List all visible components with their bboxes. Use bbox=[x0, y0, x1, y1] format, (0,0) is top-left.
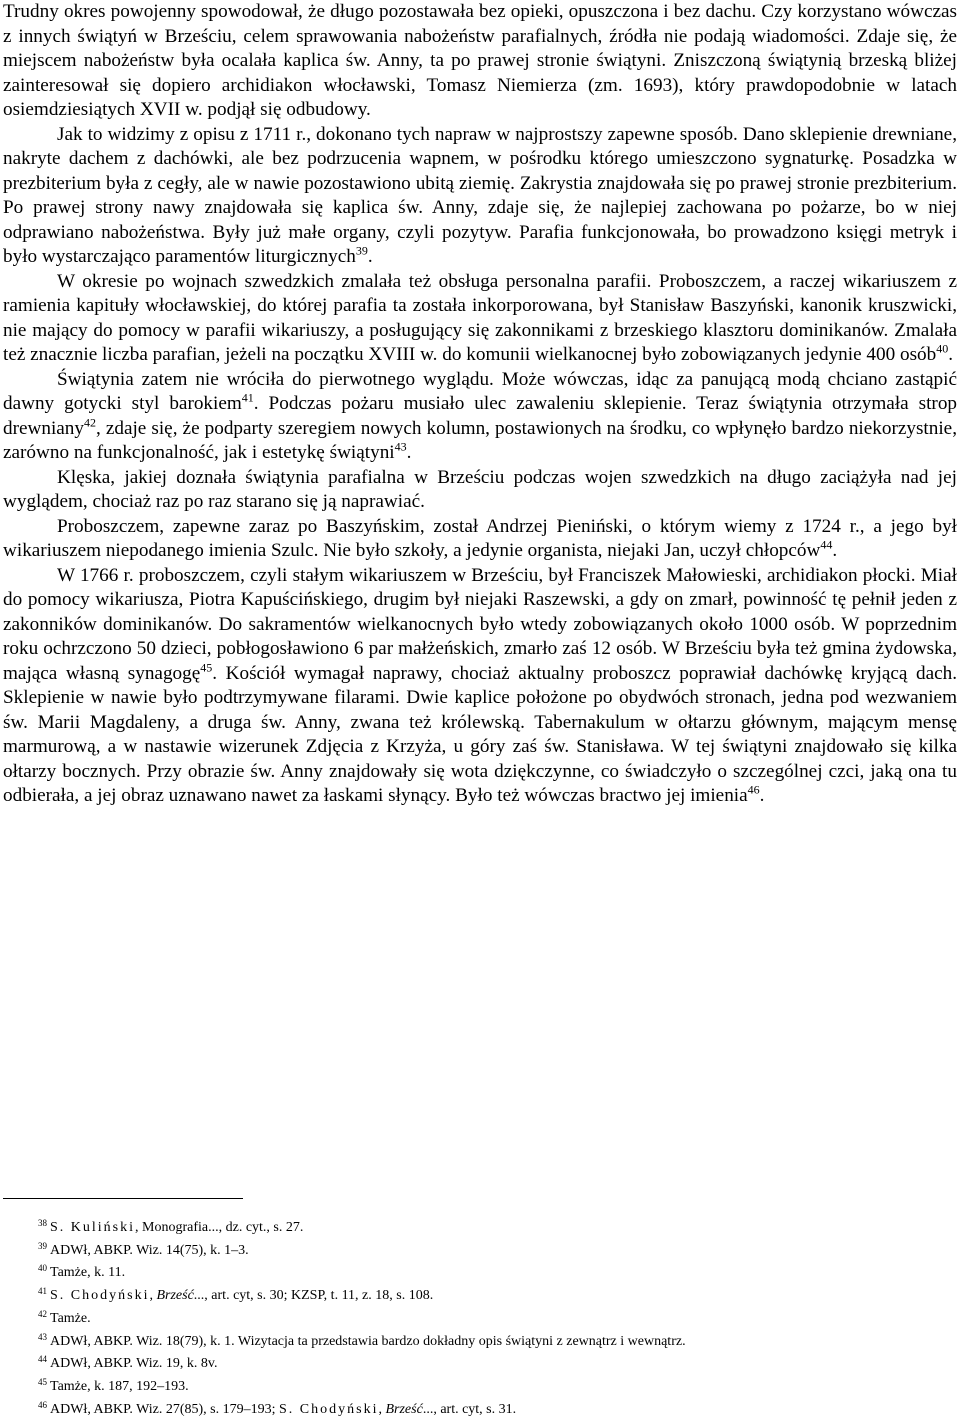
footnote-number: 39 bbox=[38, 1240, 47, 1251]
body-text bbox=[3, 0, 957, 809]
footnote bbox=[38, 1376, 938, 1399]
footnotes bbox=[38, 1217, 938, 1421]
paragraph-text: . bbox=[367, 246, 373, 267]
footnote-number: 40 bbox=[38, 1263, 47, 1274]
paragraph bbox=[3, 515, 957, 564]
paragraph-text: . bbox=[406, 442, 412, 463]
footnote bbox=[38, 1331, 938, 1354]
footnote-separator bbox=[3, 1198, 243, 1199]
footnote-text: ADWł, ABKP. Wiz. 19, k. 8v. bbox=[50, 1356, 218, 1372]
paragraph-text: . Kościół wymagał naprawy, chociaż aktualny proboszcz poprawiał dachówkę kryjącą dach. Sklepienie w nawie było podtrzymywane filarami. Dwie kaplice położone po obydwóch stronach, jedna pod wezwaniem św. Marii Magdaleny, a druga św. Anny, zwana też królewską. Tabernakulum w ołtarzu głównym, mającym mensę marmurową, a w nastawie wizerunek Zdjęcia z Krzyża, u góry zaś św. Stanisława. W tej świątyni znajdowało się kilka ołtarzy bocznych. Przy obrazie św. Anny znajdowały się wota dziękczynne, co świadczyło o szczególnej czci, jaką ona tu odbierała, a jej obraz uznawano nawet za łaskami słynący. Było też wówczas bractwo jej imienia bbox=[3, 662, 957, 806]
paragraph-text: . bbox=[759, 785, 765, 806]
footnote-text: Tamże, k. 11. bbox=[50, 1265, 126, 1281]
footnote-reference: 46 bbox=[747, 782, 760, 797]
footnote-number: 42 bbox=[38, 1308, 47, 1319]
footnote-title: Brześć bbox=[385, 1401, 423, 1417]
footnote-text: Tamże, k. 187, 192–193. bbox=[50, 1378, 189, 1394]
footnote-number: 44 bbox=[38, 1354, 47, 1365]
footnote-reference: 42 bbox=[84, 415, 96, 430]
footnote-text: Tamże. bbox=[50, 1310, 91, 1326]
paragraph-text: , zdaje się, że podparty szeregiem nowych kolumn, postawionych na środku, co wpłynęło bardzo niekorzystnie, zarówno na funkcjonalność, jak i estetykę świątyni bbox=[3, 417, 957, 463]
footnote-text: ..., art. cyt, s. 31. bbox=[422, 1401, 517, 1417]
footnote-title: Brześć bbox=[156, 1288, 194, 1304]
paragraph bbox=[3, 368, 957, 466]
footnote-text: ADWł, ABKP. Wiz. 18(79), k. 1. Wizytacja ta przedstawia bardzo dokładny opis świątyni z zewnątrz i wewnątrz. bbox=[50, 1333, 686, 1349]
paragraph-text: . bbox=[832, 540, 838, 561]
paragraph-text: Jak to widzimy z opisu z 1711 r., dokonano tych napraw w najprostszy zapewne sposób. Dano sklepienie drewniane, nakryte dachem z dachówki, ale bez podrzucenia wapnem, w pośrodku którego umieszczono sygnaturkę. Posadzka w prezbiterium była z cegły, ale w nawie pozostawiono ubitą ziemię. Zakrystia znajdowała się po prawej stronie prezbiterium. Po prawej strony nawy znajdowała się kaplica św. Anny, zdaje się, że najlepiej zachowana po pożarze, bo w niej odprawiano nabożeństwa. Były już małe organy, czyli pozytyw. Parafia funkcjonowała, bo prowadzono księgi metryk i było wystarczająco paramentów liturgicznych bbox=[3, 123, 957, 267]
footnote-number: 46 bbox=[38, 1399, 47, 1410]
footnote-reference: 43 bbox=[394, 439, 407, 454]
footnote-author: S. Kuliński bbox=[50, 1220, 136, 1235]
footnote-text: , bbox=[149, 1288, 157, 1304]
footnote bbox=[38, 1217, 938, 1240]
paragraph bbox=[3, 270, 957, 368]
paragraph bbox=[3, 466, 957, 515]
paragraph-text: Trudny okres powojenny spowodował, że długo pozostawała bez opieki, opuszczona i bez dachu. Czy korzystano wówczas z innych świątyń w Brześciu, celem sprawowania nabożeństw parafialnych, źródła nie podają wiadomości. Zdaje się, że miejscem nabożeństw była ocalała kaplica św. Anny, ta po prawej stronie świątyni. Zniszczoną świątynią brzeską bliżej zainteresował się dopiero archidiakon włocławski, Tomasz Niemierza (zm. 1693), który prawdopodobnie w latach osiemdziesiątych XVII w. podjął się odbudowy. bbox=[3, 1, 957, 120]
footnote bbox=[38, 1262, 938, 1285]
footnote bbox=[38, 1285, 938, 1308]
paragraph bbox=[3, 0, 957, 123]
footnote bbox=[38, 1399, 938, 1421]
footnote-text: , Monografia..., dz. cyt., s. 27. bbox=[135, 1220, 304, 1235]
footnote bbox=[38, 1308, 938, 1331]
footnote-number: 41 bbox=[38, 1286, 47, 1297]
paragraph-text: Świątynia zatem nie wróciła do pierwotnego wyglądu. Może wówczas, idąc za panującą modą chciano zastąpić dawny gotycki styl barokiem bbox=[3, 368, 957, 414]
footnote-text: ADWł, ABKP. Wiz. 27(85), s. 179–193; bbox=[50, 1401, 280, 1417]
footnote-author: S. Chodyński bbox=[279, 1401, 379, 1417]
paragraph-text: . Podczas pożaru musiało ulec zawaleniu sklepienie. Teraz świątynia otrzymała strop drewniany bbox=[3, 393, 958, 439]
footnote-reference: 44 bbox=[820, 537, 833, 552]
paragraph bbox=[3, 123, 957, 270]
footnote-reference: 40 bbox=[936, 341, 949, 356]
footnote-reference: 45 bbox=[200, 660, 213, 675]
footnote-author: S. Chodyński bbox=[50, 1288, 150, 1304]
paragraph-text: W okresie po wojnach szwedzkich zmalała też obsługa personalna parafii. Proboszczem, a raczej wikariuszem z ramienia kapituły włocławskiej, do której parafia ta została inkorporowana, był Stanisław Baszyński, kanonik kruszwicki, nie mający do pomocy w parafii wikariuszy, a posługujący się zakonnikami z brzeskiego klasztoru dominikanów. Zmalała też znacznie liczba parafian, jeżeli na początku XVIII w. do komunii wielkanocnej było zobowiązanych jedynie 400 osób bbox=[3, 270, 957, 365]
footnote bbox=[38, 1353, 938, 1376]
footnote-number: 45 bbox=[38, 1376, 47, 1387]
paragraph-text: . bbox=[948, 344, 954, 365]
paragraph-text: W 1766 r. proboszczem, czyli stałym wikariuszem w Brześciu, był Franciszek Małowieski, archidiakon płocki. Miał do pomocy wikariusza, Piotra Kapuścińskiego, drugim był niejaki Raszewski, a gdy on zmarł, powinność tę pełnił jeden z zakonników dominikanów. Do sakramentów wielkanocnych było wtedy zobowiązanych około 1000 osób. W poprzednim roku ochrzczono 50 dzieci, pobłogosławiono 6 par małżeńskich, zmarło zaś 12 osób. W Brześciu była też gmina żydowska, mająca własną synagogę bbox=[3, 564, 957, 684]
paragraph-text: Klęska, jakiej doznała świątynia parafialna w Brześciu podczas wojen szwedzkich na długo zaciążyła nad jej wyglądem, chociaż raz po raz starano się ją naprawiać. bbox=[3, 466, 957, 512]
footnote bbox=[38, 1240, 938, 1263]
footnote-number: 43 bbox=[38, 1331, 47, 1342]
footnote-reference: 39 bbox=[355, 243, 368, 258]
footnote-reference: 41 bbox=[241, 390, 254, 405]
document-page bbox=[3, 0, 957, 809]
footnote-text: ADWł, ABKP. Wiz. 14(75), k. 1–3. bbox=[50, 1242, 249, 1258]
footnote-text: , bbox=[378, 1401, 386, 1417]
paragraph bbox=[3, 564, 957, 809]
paragraph-text: Proboszczem, zapewne zaraz po Baszyńskim, został Andrzej Pieniński, o którym wiemy z 1724 r., a jego był wikariuszem niepodanego imienia Szulc. Nie było szkoły, a jedynie organista, niejaki Jan, uczył chłopców bbox=[3, 515, 957, 561]
footnote-text: ..., art. cyt, s. 30; KZSP, t. 11, z. 18, s. 108. bbox=[193, 1288, 434, 1304]
footnote-number: 38 bbox=[38, 1218, 47, 1229]
